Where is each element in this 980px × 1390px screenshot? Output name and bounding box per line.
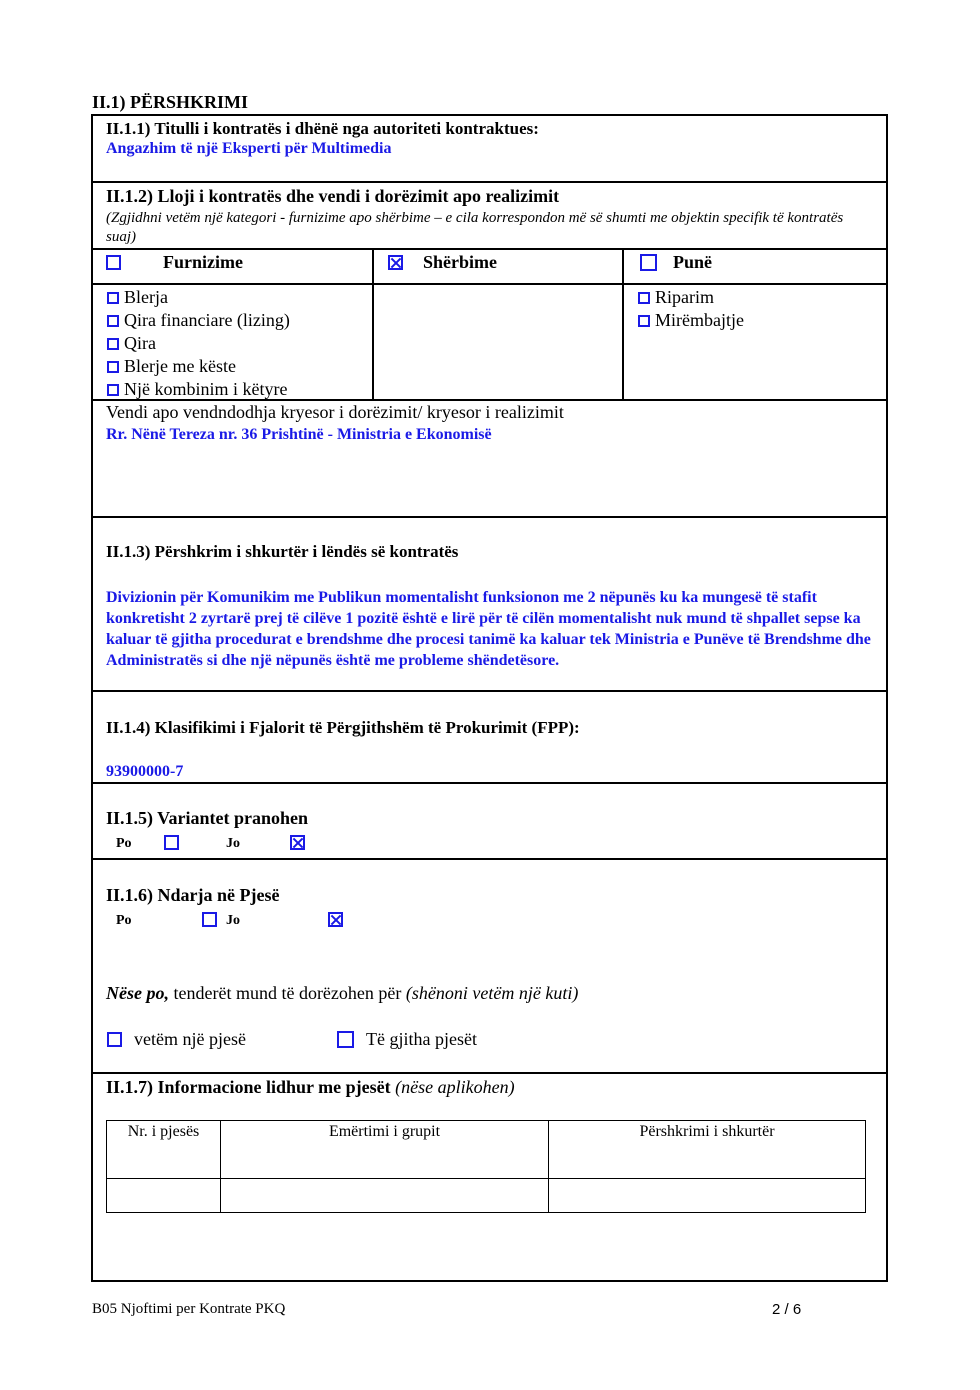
category-furnizime-label: Furnizime <box>163 252 243 272</box>
option-checkbox[interactable] <box>107 315 119 327</box>
option-label: Blerja <box>124 287 168 307</box>
contract-description-value: Divizionin për Komunikim me Publikun momentalisht funksionon me 2 nëpunës ku ka mungesë të stafit konkretisht 2 zyrtarë prej të cilëve 1 pozitë është e lirë për të cilën momentalisht nuk mund të shpallet sepse ka kaluar të gjitha procedurat e brendshme dhe procesi tanimë ka kaluar tek Ministria e Punëve të Brendshme dhe Administratës si dhe një nëpunës është me probleme shëndetësore. <box>106 589 871 669</box>
option-checkbox[interactable] <box>638 315 650 327</box>
option-checkbox[interactable] <box>107 292 119 304</box>
s115-jo-label: Jo <box>226 836 240 851</box>
parts-table <box>106 1120 866 1213</box>
option-label: Qira financiare (lizing) <box>124 310 290 330</box>
section-title: II.1) PËRSHKRIMI <box>92 92 249 112</box>
s117-note: (nëse aplikohen) <box>395 1077 515 1097</box>
s117-heading-line <box>106 1077 515 1098</box>
option-checkbox[interactable] <box>107 384 119 396</box>
footer-left: B05 Njoftimi per Kontrate PKQ <box>92 1301 286 1317</box>
option-blerje-me-keste[interactable] <box>107 355 290 378</box>
location-label: Vendi apo vendndodhja kryesor i dorëzimit/ kryesor i realizimit <box>106 402 564 422</box>
s117-heading: II.1.7) Informacione lidhur me pjesët <box>106 1077 391 1097</box>
option-blerja[interactable] <box>107 286 290 309</box>
pune-checkbox[interactable] <box>640 254 657 271</box>
if-yes-line <box>106 983 578 1004</box>
table-cell[interactable] <box>549 1179 866 1213</box>
category-sherbime[interactable] <box>388 252 497 273</box>
option-label: Qira <box>124 333 156 353</box>
s111-heading: II.1.1) Titulli i kontratës i dhënë nga autoriteti kontraktues: <box>106 119 539 138</box>
option-checkbox[interactable] <box>638 292 650 304</box>
one-part-checkbox[interactable] <box>107 1032 122 1047</box>
page-number: 2 / 6 <box>772 1301 802 1318</box>
s116-po-checkbox[interactable] <box>202 912 217 927</box>
s115-jo-checkbox[interactable] <box>290 835 305 850</box>
option-label: Riparim <box>655 287 714 307</box>
if-yes-text: tenderët mund të dorëzohen për <box>168 983 406 1003</box>
sherbime-checkbox[interactable] <box>388 255 403 270</box>
option-qira-financiare[interactable] <box>107 309 290 332</box>
column-header-short-description: Përshkrimi i shkurtër <box>549 1121 866 1179</box>
option-one-part[interactable] <box>107 1029 246 1050</box>
s115-heading: II.1.5) Variantet pranohen <box>106 808 309 828</box>
furnizime-checkbox[interactable] <box>106 255 121 270</box>
if-yes-lead: Nëse po, <box>106 983 169 1003</box>
option-qira[interactable] <box>107 332 290 355</box>
divider <box>91 782 888 784</box>
fpp-code-value: 93900000-7 <box>106 763 184 780</box>
category-pune-label: Punë <box>673 252 713 272</box>
divider <box>91 690 888 692</box>
all-parts-label: Të gjitha pjesët <box>366 1029 477 1049</box>
column-divider <box>372 248 374 400</box>
option-label: Një kombinim i këtyre <box>124 379 288 399</box>
contract-title-value: Angazhim të një Eksperti për Multimedia <box>106 140 392 157</box>
s116-po-label: Po <box>116 913 132 928</box>
option-mirembajtje[interactable] <box>638 309 744 332</box>
divider <box>91 283 888 285</box>
furnizime-options <box>107 286 290 401</box>
option-checkbox[interactable] <box>107 361 119 373</box>
divider <box>91 1072 888 1074</box>
divider <box>91 516 888 518</box>
s116-heading: II.1.6) Ndarja në Pjesë <box>106 885 280 905</box>
one-part-label: vetëm një pjesë <box>134 1029 246 1049</box>
s114-heading: II.1.4) Klasifikimi i Fjalorit të Përgjithshëm të Prokurimit (FPP): <box>106 718 580 737</box>
category-sherbime-label: Shërbime <box>423 252 497 272</box>
option-label: Blerje me këste <box>124 356 236 376</box>
category-pune[interactable] <box>640 252 712 273</box>
column-divider <box>622 248 624 400</box>
option-riparim[interactable] <box>638 286 744 309</box>
option-checkbox[interactable] <box>107 338 119 350</box>
divider <box>91 181 888 183</box>
divider <box>91 248 888 250</box>
s115-po-checkbox[interactable] <box>164 835 179 850</box>
pune-options <box>638 286 744 332</box>
category-furnizime[interactable] <box>106 252 243 273</box>
option-label: Mirëmbajtje <box>655 310 744 330</box>
option-all-parts[interactable] <box>337 1029 477 1050</box>
s112-heading: II.1.2) Lloji i kontratës dhe vendi i dorëzimit apo realizimit <box>106 186 560 206</box>
s116-jo-checkbox[interactable] <box>328 912 343 927</box>
s113-heading: II.1.3) Përshkrim i shkurtër i lëndës së kontratës <box>106 542 459 561</box>
column-header-part-number: Nr. i pjesës <box>107 1121 221 1179</box>
column-header-group-name: Emërtimi i grupit <box>221 1121 549 1179</box>
location-value: Rr. Nënë Tereza nr. 36 Prishtinë - Ministria e Ekonomisë <box>106 426 492 443</box>
table-cell[interactable] <box>221 1179 549 1213</box>
s116-jo-label: Jo <box>226 913 240 928</box>
all-parts-checkbox[interactable] <box>337 1031 354 1048</box>
divider <box>91 858 888 860</box>
table-cell[interactable] <box>107 1179 221 1213</box>
s112-note: (Zgjidhni vetëm një kategori - furnizime apo shërbime – e cila korrespondon më së shumti me objektin specifik të kontratës suaj) <box>106 210 844 245</box>
if-yes-note: (shënoni vetëm një kuti) <box>405 983 579 1003</box>
option-kombinim[interactable] <box>107 378 290 401</box>
s115-po-label: Po <box>116 836 132 851</box>
